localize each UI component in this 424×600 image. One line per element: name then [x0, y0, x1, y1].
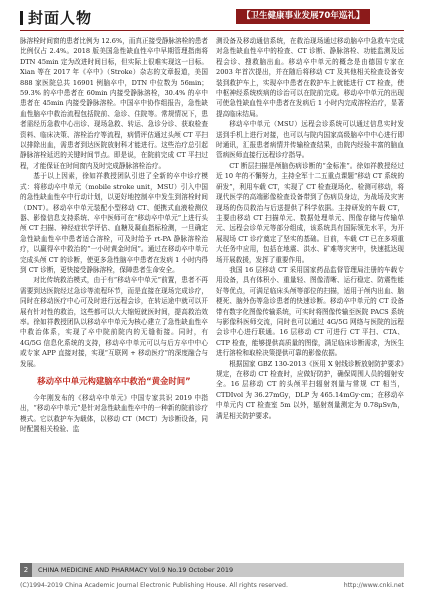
paragraph: 今年刚发布的《移动卒中单元》中国专家共识 2019 中指出，“移动卒中单元”是针对急性缺血性卒中的一种新的院前诊疗模式。它以救护车为载体，以移动 CT（MCT）为诊断设备，同时配置相关检验、监 — [20, 394, 208, 434]
paragraph: 对比传统救治模式，由于有“移动卒中单元”前置，患者不再需要到达医院经过急诊等流程环节，而是直接在现场完成诊疗，同时在移动医疗中心可及时进行远程会诊，在转运途中就可以开展有针对性的救治，这些都可以大大缩短就医时间，提高救治效率。徐如祥教授团队以移动卒中单元为核心建立了急性缺血性卒中救治体系，实现了卒中院前院内的无缝衔接。同时，有 4G/5G 信息化系统的支持，移动卒中单元可以与后方卒中中心或专家 APP 直接对接，实现“互联网 + 移动医疗”的深度融合与发展。 — [20, 276, 208, 368]
title-bar-decoration — [20, 11, 23, 25]
header-rule — [20, 30, 404, 31]
section-title-text: 封面人物 — [28, 9, 93, 27]
journal-title: CHINA MEDICINE AND PHARMACY Vol.9 No.19 October 2019 — [38, 566, 234, 574]
copyright-text: (C)1994-2019 China Academic Journal Electronic Publishing House. All rights reserved. — [20, 582, 288, 589]
section-title — [20, 7, 92, 28]
left-column — [20, 36, 208, 435]
paragraph: 脉溶栓时间窗的患者比例为 12.6%，而真正接受静脉溶栓的患者比例仅占 2.4%。2018 版美国急性缺血性卒中早期管理指南将 DTN 45min 定为改进时间目标，但实际上很难实现这一目标。Xian 等在 2017 年《卒中》（Stroke）杂志的文章报道，美国 888 家医院总共 16901 例脑卒中，DTN 中位数为 56min；59.3% 的卒中患者在 60min 内接受静脉溶栓，30.4% 的卒中患者在 45min 内接受静脉溶栓。中国卒中协作组报告，急性缺血性脑卒中救治流程包括院前、急诊、住院等。常规情况下，患者需经历急救中心出诊、现场急救、转运、急诊分诊、获取检查资料、临床决策、溶栓治疗等流程，病情评估通过头颅 CT 平扫以排除出血，需患者到达医院放射科才能进行。这些治疗总引起静脉溶栓延迟的关键时间节点。即是说，在院前完成 CT 平扫过程，才能保证在时间窗内及时完成静脉溶栓治疗。 — [20, 37, 208, 170]
paragraph: 我国 16 层移动 CT 采用国家药品监督管理局注册的车载专用设备，具有体积小、重量轻、图像清晰、运行稳定、防震性能好等优点，可满足临床头颅等部位的扫描，适用于颅内出血、脑梗死、脑外伤等急诊患者的快速诊断。移动卒中单元的 CT 设备带有数字化图像传输系统，可实时将图像传输至医院 PACS 系统与影像科医师交流，同时也可以通过 4G/5G 网络与医院的远程会诊中心进行联通。16 层移动 CT 可进行 CT 平扫、CTA、CTP 检查，能够提供高质量的图像，满足临床诊断需求，为医生进行溶栓和取栓决策提供可靠的影像依据。 — [216, 265, 404, 358]
page-header — [0, 0, 424, 32]
paragraph: 根据国家 GBZ 130-2013《医用 X 射线诊断放射防护要求》规定，在移动 CT 检查时，应做好防护，确保周围人员的辐射安全。16 层移动 CT 的头颅平扫辐射剂量与常规 CT 相当，CTDIvol 为 36.27mGy，DLP 为 465.14mGy·cm；在移动卒中单元内 CT 检查室 5m 以外，辐射剂量测定为 0.78μSv/h，满足相关防护要求。 — [216, 359, 404, 420]
page-footer — [20, 563, 404, 577]
paragraph: 基于以上因素，徐如祥教授团队引进了全新的卒中诊疗模式：将移动卒中单元（mobile stroke unit，MSU）引入中国的急性缺血性卒中行动计划，以更好地控制卒中发生到溶栓时间（DNT）。移动卒中单元装配小型移动 CT、便携式血液检测仪器、影像信息支持系统、卒中医师可在“移动卒中单元”上进行头颅 CT 扫描、神经症状学评估、血糖及凝血指标检测，一旦确定急性缺血性卒中患者适合溶栓，可及时给予 rt-PA 静脉溶栓治疗，以赢得卒中救治的“一小时黄金时间”。通过在移动卒中单元完成头颅 CT 的诊断，使更多急性脑卒中患者在发病 1 小时内得到 CT 诊断，更快接受静脉溶栓，保障患者生命安全。 — [20, 172, 208, 274]
paragraph: CT 断层扫描是颅脑伤病诊断的“金标准”。徐如祥教授经过近 10 年的不懈努力，主持全军十二五重点课题“移动 CT 系统的研发”，利用车载 CT，实现了 CT 检查现场化、检测可移动，将现代医学的高端影像检查设备带到了伤病员身边，为战场及灾害现场的伤员救治与后送提供了科学依据。主持研发的车载 CT，主要由移动 CT 扫描单元、数据处理单元、图像存储与传输单元、远程会诊单元等部分组成，该系统具有国际领先水平，为开展现场 CT 诊疗奠定了坚实的基础。目前，车载 CT 已在多项重大任务中应用，包括在地震、洪水、矿难等灾害中，快速抵达现场开展救援，发挥了重要作用。 — [216, 161, 404, 264]
paragraph: 移动卒中单元（MSU）远程会诊系统可以通过信息实时发送到手机上进行对接，也可以与院内国家高级脑卒中中心进行即时通讯，汇报患者病情并传输检查结果，由院内经验丰富的脑血管病医师直接行远程诊疗指导。 — [216, 120, 404, 160]
copyright-line — [20, 582, 404, 589]
source-link[interactable]: http://www.cnki.net — [343, 582, 404, 589]
paragraph: 测设备及移动通信系统，在救治现场通过移动脑卒中急救车完成对急性缺血性卒中的检查、CT 诊断、静脉溶栓、功能监测及远程会诊、搜救脑出血。移动卒中单元的概念是由德国专家在 2003 年首次提出，并在随后将移动 CT 及其他相关检查设备安装到救护车上，实现卒中患者在救护车上就能进行 CT 检查，使中枢神经系统疾病的诊治可以在院前完成。移动卒中单元的出现可使急性缺血性卒中患者在发病后 1 小时内完成溶栓治疗，显著提高临床结局。 — [216, 37, 404, 118]
series-banner: 【卫生健康事业发展70年巡礼】 — [236, 9, 370, 24]
page-number: 2 — [20, 563, 32, 577]
right-column — [216, 36, 404, 421]
section-subheading: 移动卒中单元构建脑卒中救治“黄金时间” — [37, 376, 191, 386]
